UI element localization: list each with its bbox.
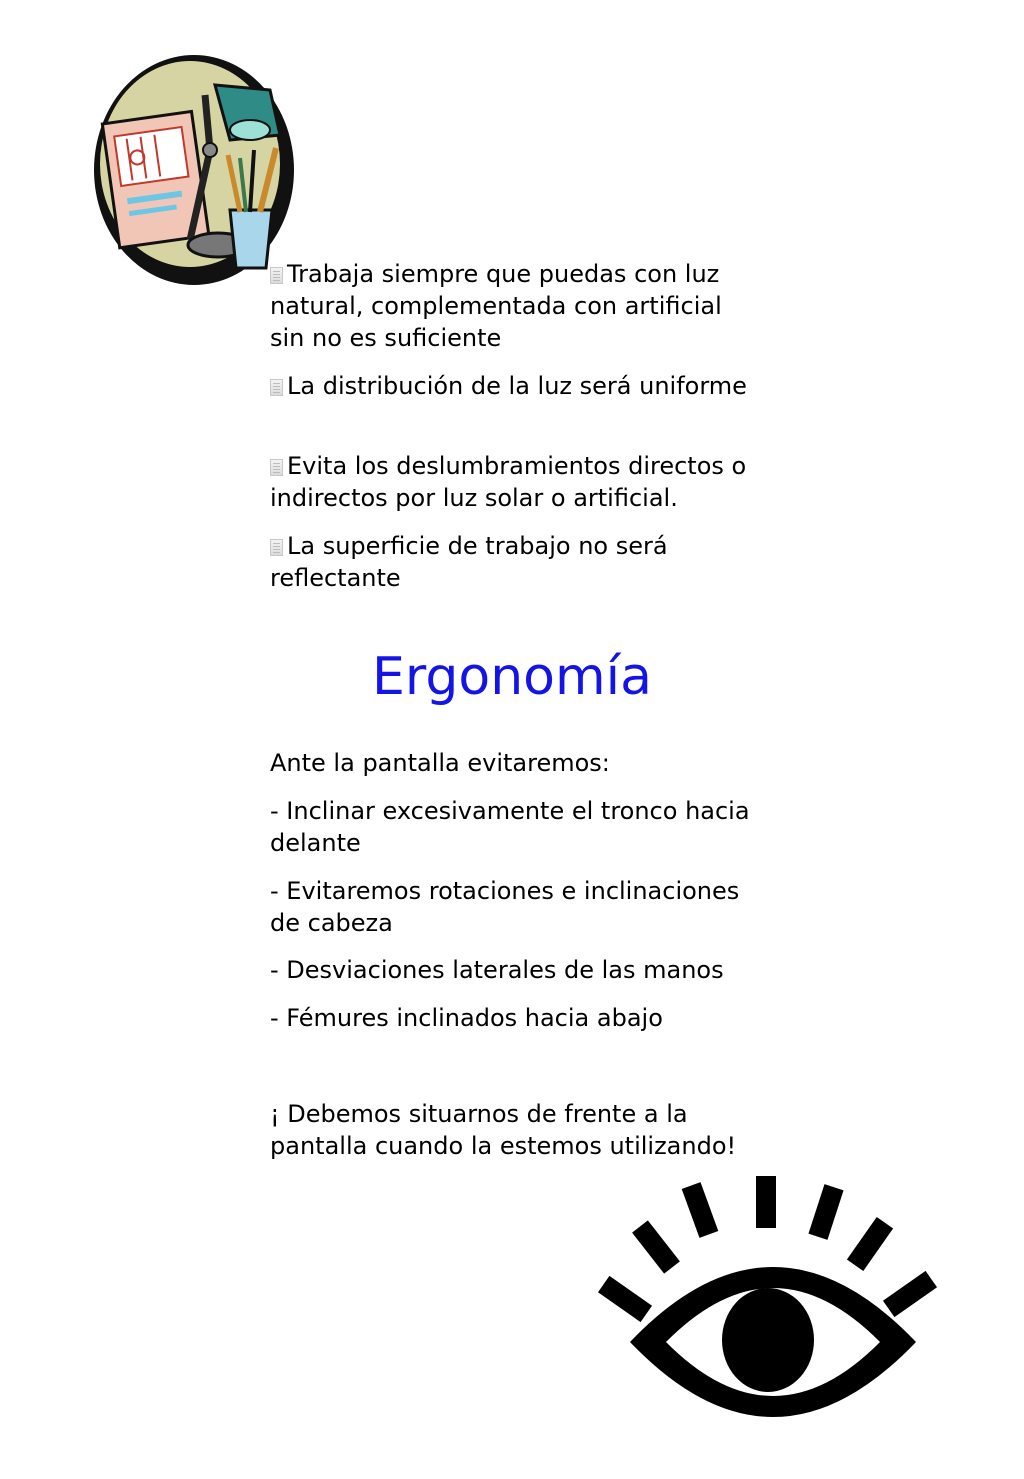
lighting-item: [270, 530, 760, 594]
lighting-item: [270, 258, 760, 354]
lighting-item-text: Trabaja siempre que puedas con luz natural, complementada con artificial sin no es suficiente: [270, 260, 722, 352]
ergonomia-item: - Evitaremos rotaciones e inclinaciones de cabeza: [270, 877, 740, 937]
lighting-item-text: La superficie de trabajo no será reflectante: [270, 532, 668, 592]
document-bullet-icon: [270, 379, 283, 396]
desk-lamp-clipart: [90, 40, 305, 290]
lighting-item: [270, 450, 760, 514]
eye-icon: [598, 1172, 948, 1420]
lighting-item: [270, 370, 760, 402]
document-bullet-icon: [270, 267, 283, 284]
lighting-item-text: Evita los deslumbramientos directos o indirectos por luz solar o artificial.: [270, 452, 747, 512]
document-bullet-icon: [270, 539, 283, 556]
lighting-item-text: La distribución de la luz será uniforme: [287, 372, 747, 400]
ergonomia-item: - Desviaciones laterales de las manos: [270, 956, 724, 984]
ergonomia-intro: Ante la pantalla evitaremos:: [270, 749, 610, 777]
section-title: Ergonomía: [372, 647, 652, 707]
ergonomia-item: - Inclinar excesivamente el tronco hacia delante: [270, 797, 750, 857]
document-bullet-icon: [270, 459, 283, 476]
closing-note: ¡ Debemos situarnos de frente a la pantalla cuando la estemos utilizando!: [270, 1100, 737, 1160]
ergonomia-item: - Fémures inclinados hacia abajo: [270, 1004, 663, 1032]
